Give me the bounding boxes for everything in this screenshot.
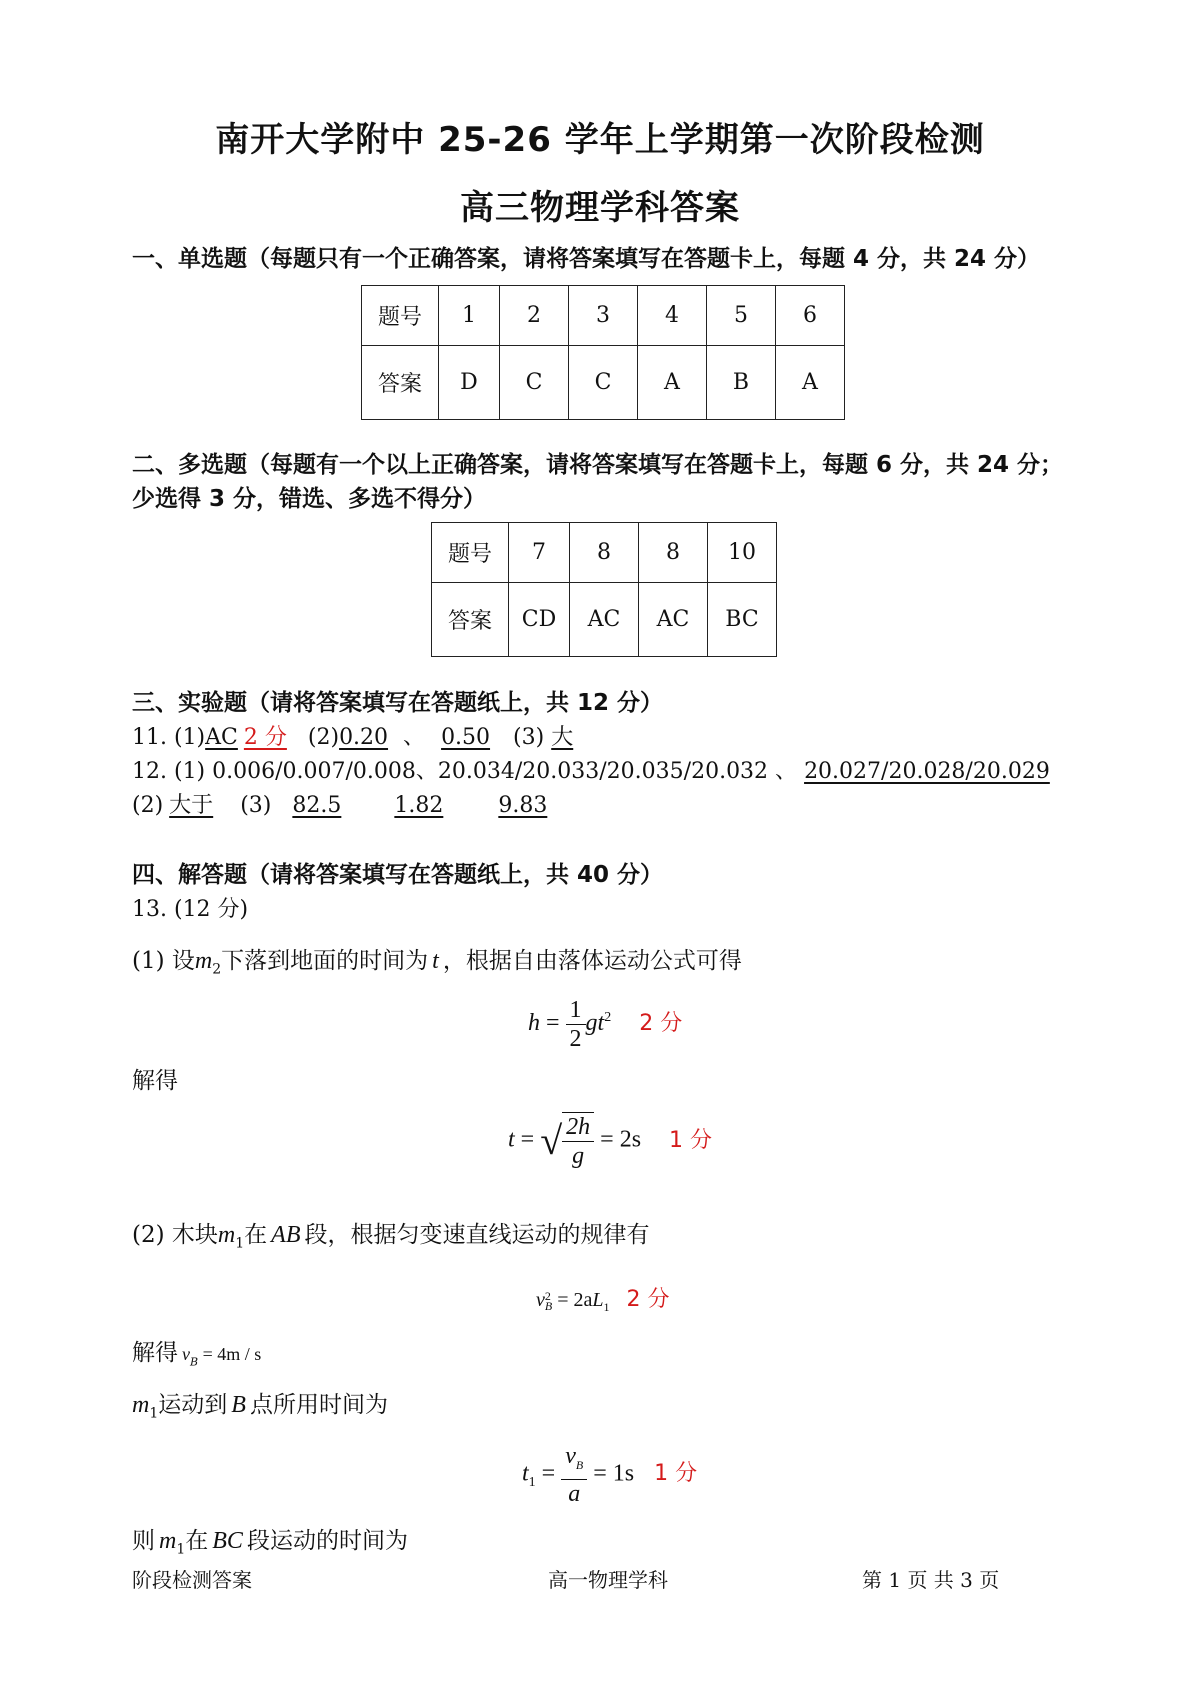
table-cell: 4 (638, 286, 707, 346)
equation-free-fall: h = $\frac{1}{2}$ $gt^2$ 2 分 (528, 997, 683, 1052)
page-subtitle: 高三物理学科答案 (460, 188, 740, 228)
q13-part1-text: (1) 设$m_2$下落到地面的时间为 t ，根据自由落体运动公式可得 (132, 948, 742, 978)
q13-title: 13. (12 分) (132, 897, 249, 922)
equation-time: t = √ $\frac{2h}{g}$ = 2s 1 分 (508, 1114, 713, 1169)
page-number: 第 1 页 共 3 页 (862, 1568, 1000, 1592)
score-note: 1 分 (669, 1127, 713, 1153)
q12-answer-5: 9.83 (498, 793, 548, 818)
table-cell: B (707, 346, 776, 420)
q12-answer-1: 20.027/20.028/20.029 (804, 759, 1050, 784)
table-cell: 3 (569, 286, 638, 346)
score-note: 2 分 (626, 1287, 670, 1312)
solve-velocity: 解得 $v_B = 4m / s$ (132, 1340, 262, 1369)
single-choice-table (361, 285, 845, 420)
page-title: 南开大学附中 25-26 学年上学期第一次阶段检测 (215, 120, 985, 160)
table-cell: 5 (707, 286, 776, 346)
q13-part2-time-text: $m_1$运动到 B 点所用时间为 (132, 1392, 388, 1422)
table-cell: CD (509, 583, 570, 657)
section3-heading: 三、实验题（请将答案填写在答题纸上，共 12 分） (132, 690, 664, 716)
score-note: 2 分 (243, 725, 287, 750)
q13-part2-text: (2) 木块$m_1$在 AB 段，根据匀变速直线运动的规律有 (132, 1222, 650, 1252)
q11-answer-2: 0.20 (339, 725, 389, 750)
q12-answer-line-2: (2) 大于 (3) 82.5 1.82 9.83 (132, 788, 553, 819)
table-cell: 2 (500, 286, 569, 346)
equation-time-t1: $t_1$ = $\frac{v_B}{a}$ = 1s 1 分 (522, 1443, 698, 1507)
table-cell: C (569, 346, 638, 420)
multi-choice-table (431, 522, 777, 657)
equation-velocity: v 2 B = $2aL_1$ 2 分 (536, 1287, 670, 1314)
section2-heading-cont: 少选得 3 分，错选、多选不得分） (132, 486, 487, 512)
score-note: 1 分 (654, 1461, 698, 1487)
table-cell: A (638, 346, 707, 420)
table-label-answer: 答案 (432, 583, 509, 657)
q11-answer-1: AC (205, 725, 238, 750)
table-cell: 8 (639, 523, 708, 583)
q12-answer-line-1: 12. (1) 0.006/0.007/0.008、20.034/20.033/20.035/20.032 、 20.027/20.028/20.029 (132, 754, 1074, 785)
table-cell: AC (639, 583, 708, 657)
table-cell: D (439, 346, 500, 420)
q13-part2-bc-text: 则 $m_1$在 BC 段运动的时间为 (132, 1528, 408, 1558)
footer-center: 高一物理学科 (548, 1568, 668, 1592)
solve-label: 解得 (132, 1068, 178, 1094)
table-label-number: 题号 (432, 523, 509, 583)
table-cell: 8 (570, 523, 639, 583)
table-cell: 1 (439, 286, 500, 346)
section1-heading: 一、单选题（每题只有一个正确答案，请将答案填写在答题卡上，每题 4 分，共 24 分） (132, 246, 1041, 272)
table-cell: BC (708, 583, 777, 657)
table-cell: AC (570, 583, 639, 657)
section4-heading: 四、解答题（请将答案填写在答题纸上，共 40 分） (132, 862, 664, 888)
table-cell: 6 (776, 286, 845, 346)
table-cell: 10 (708, 523, 777, 583)
q12-answer-3: 82.5 (292, 793, 342, 818)
q11-answer-line: 11. (1)AC 2 分 (2)0.20 、 0.50 (3) 大 (132, 725, 574, 750)
q11-answer-3: 0.50 (441, 725, 491, 750)
section2-heading: 二、多选题（每题有一个以上正确答案，请将答案填写在答题卡上，每题 6 分，共 24 分； (132, 452, 1064, 478)
footer-left: 阶段检测答案 (132, 1568, 252, 1592)
table-label-answer: 答案 (362, 346, 439, 420)
table-label-number: 题号 (362, 286, 439, 346)
q11-answer-4: 大 (551, 725, 574, 750)
q12-answer-2: 大于 (169, 793, 214, 818)
table-cell: C (500, 346, 569, 420)
score-note: 2 分 (639, 1011, 683, 1037)
table-cell: 7 (509, 523, 570, 583)
table-cell: A (776, 346, 845, 420)
q12-answer-4: 1.82 (394, 793, 444, 818)
